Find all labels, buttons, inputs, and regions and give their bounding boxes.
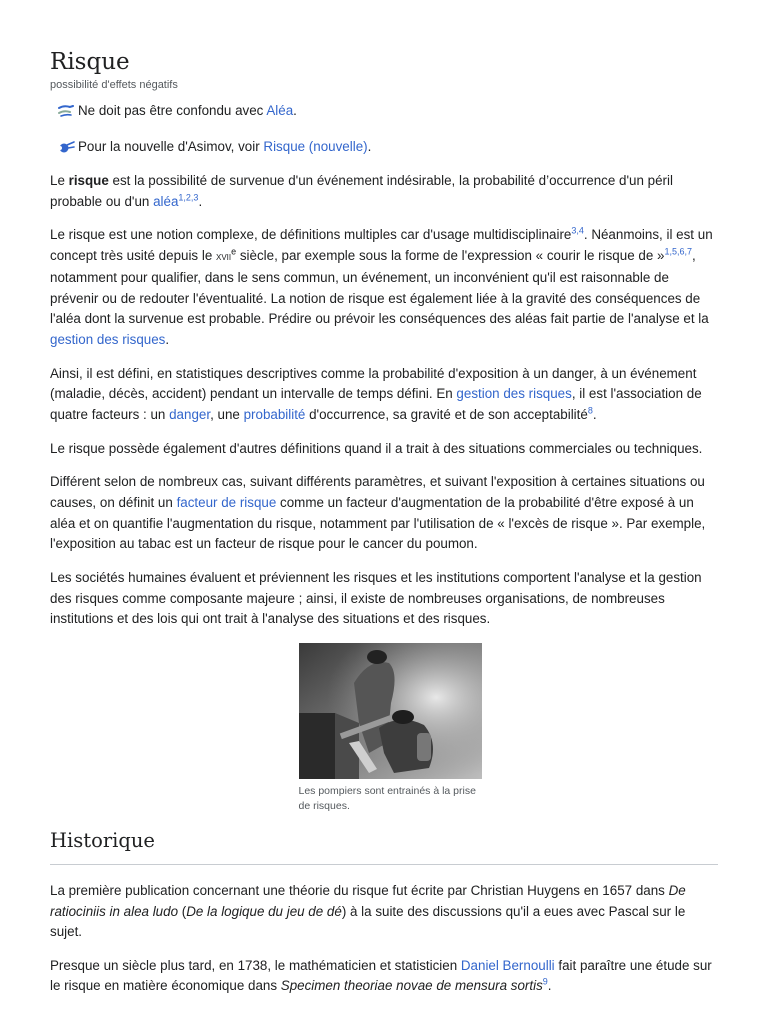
ref[interactable]: 8 <box>587 405 593 416</box>
hatnote-aleas <box>50 100 718 122</box>
firefighters-photo[interactable] <box>299 643 482 779</box>
link-gestion-risques-2[interactable]: gestion des risques <box>456 386 572 402</box>
link-gestion-risques[interactable]: gestion des risques <box>50 332 166 348</box>
page-subtitle: possibilité d'effets négatifs <box>50 79 178 91</box>
paragraph: Le risque possède également d'autres définitions quand il a trait à des situations commerciales ou techniques. <box>50 440 703 456</box>
book-icon <box>56 140 76 154</box>
hatnote-text: Ne doit pas être confondu avec Aléa. <box>78 102 297 118</box>
paragraph: La première publication concernant une théorie du risque fut écrite par Christian Huygens en 1657 dans De ratiociniis in alea ludo (De la logique du jeu de dé) à la suite des discussions qu'il a eues avec Pascal sur le sujet. <box>50 882 686 940</box>
ref[interactable]: 9 <box>542 977 548 988</box>
link-probabilite[interactable]: probabilité <box>243 407 306 423</box>
disambiguation-icon <box>56 104 76 118</box>
link-danger[interactable]: danger <box>169 407 211 423</box>
figure <box>287 643 482 814</box>
paragraph: Presque un siècle plus tard, en 1738, le mathématicien et statisticien Daniel Bernoulli fait paraître une étude sur le risque en matière économique dans Specimen theoriae novae de mensura sortis$^9$. <box>50 957 712 994</box>
paragraph: Différent selon de nombreux cas, suivant différents paramètres, et suivant l'exposition à certaines situations ou causes, on définit un facteur de risque comme un facteur d'augmentation de la probabilité d'être exposé à un aléa et on quantifie l'augmentation du risque, notamment par l'utilisation de « l'excès de risque ». Par exemple, l'exposition au tabac est un facteur de risque pour le cancer du poumon. <box>50 473 706 552</box>
ref[interactable]: 3,4 <box>571 225 584 236</box>
link-facteur-risque[interactable]: facteur de risque <box>176 494 277 510</box>
link-alea-inline[interactable]: aléa <box>153 193 179 209</box>
figure-caption: Les pompiers sont entrainés à la prise de risques. <box>298 784 476 812</box>
ref[interactable]: 1,5,6,7 <box>664 246 692 257</box>
paragraph: Le risque est une notion complexe, de définitions multiples car d'usage multidisciplinaire$^{3,4}$. Néanmoins, il est un concept très usité depuis le xvii$^e$ siècle, par exemple sous la forme de l'expression « courir le risque de »$^{1,5,6,7}$, notamment pour qualifier, dans le sens commun, un événement, un inconvénient qu'il est raisonnable de prévenir ou de redouter l'éventualité. La notion de risque est également liée à la gravité des conséquences de l'aléa dont la survenue est probable. Prédire ou prévoir les conséquences des aléas fait partie de l'analyse et la gestion des risques. <box>50 225 713 348</box>
link-daniel-bernoulli[interactable]: Daniel Bernoulli <box>460 957 555 973</box>
hatnote-text: Pour la nouvelle d'Asimov, voir Risque (nouvelle). <box>78 138 372 154</box>
paragraph: Ainsi, il est défini, en statistiques descriptives comme la probabilité d'exposition à un danger, à un événement (maladie, décès, accident) pendant un intervalle de temps défini. En gestion des risques, il est l'association de quatre facteurs : un danger, une probabilité d'occurrence, sa gravité et de son acceptabilité$^8$. <box>50 365 702 423</box>
hatnote-nouvelle <box>50 136 718 158</box>
paragraph: Le risque est la possibilité de survenue d'un événement indésirable, la probabilité d’occurrence d'un péril probable ou d'un aléa$^{1,2,3}$. <box>50 173 673 209</box>
section-heading: Historique <box>50 828 718 865</box>
paragraph: Les sociétés humaines évaluent et préviennent les risques et les institutions comportent l'analyse et la gestion des risques comme composante majeure ; ainsi, il existe de nombreuses organisations, de nombreuses institutions et des lois qui ont trait à l'analyse des situations et des risques. <box>50 569 702 627</box>
link-alea[interactable]: Aléa <box>266 102 294 118</box>
ref[interactable]: 1,2,3 <box>178 192 199 203</box>
page-title: Risque <box>50 49 130 75</box>
link-risque-nouvelle[interactable]: Risque (nouvelle) <box>263 138 368 154</box>
